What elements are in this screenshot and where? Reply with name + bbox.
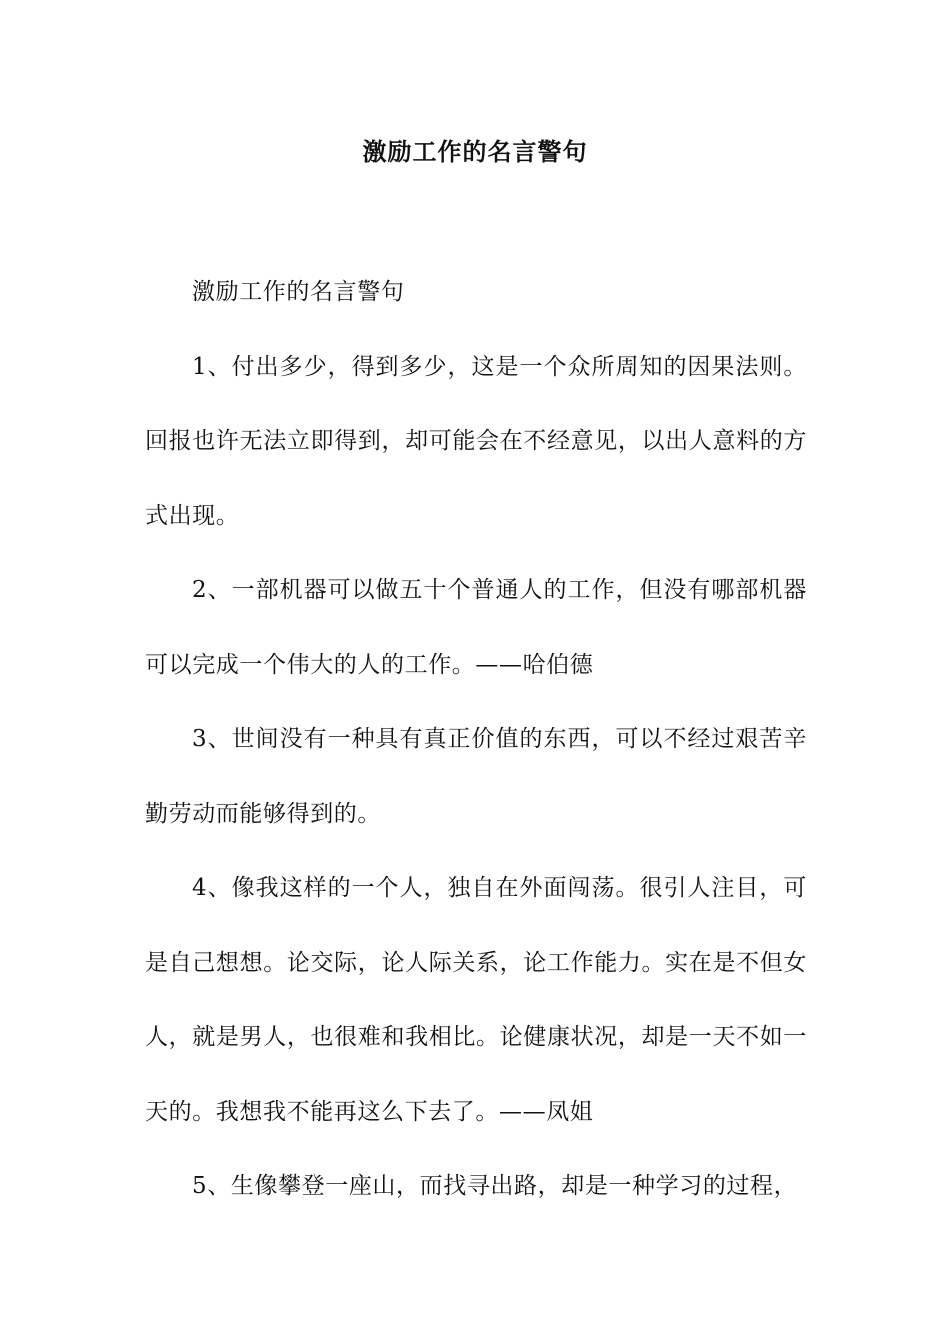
document-body <box>145 255 807 1224</box>
quote-paragraph-1: 1、付出多少，得到多少，这是一个众所周知的因果法则。回报也许无法立即得到，却可能会在不经意见，以出人意料的方式出现。 <box>145 353 807 529</box>
paragraph-heading: 激励工作的名言警句 <box>192 279 405 305</box>
quote-paragraph-5: 5、生像攀登一座山，而找寻出路，却是一种学习的过程， <box>192 1173 798 1199</box>
quote-paragraph-2: 2、一部机器可以做五十个普通人的工作，但没有哪部机器可以完成一个伟大的人的工作。——哈伯德 <box>145 577 807 678</box>
quote-paragraph-4: 4、像我这样的一个人，独自在外面闯荡。很引人注目，可是自己想想。论交际，论人际关系，论工作能力。实在是不但女人，就是男人，也很难和我相比。论健康状况，却是一天不如一天的。我想我不能再这么下去了。——凤姐 <box>145 875 807 1125</box>
quote-paragraph-3: 3、世间没有一种具有真正价值的东西，可以不经过艰苦辛勤劳动而能够得到的。 <box>145 726 807 827</box>
document-title: 激励工作的名言警句 <box>362 137 588 166</box>
